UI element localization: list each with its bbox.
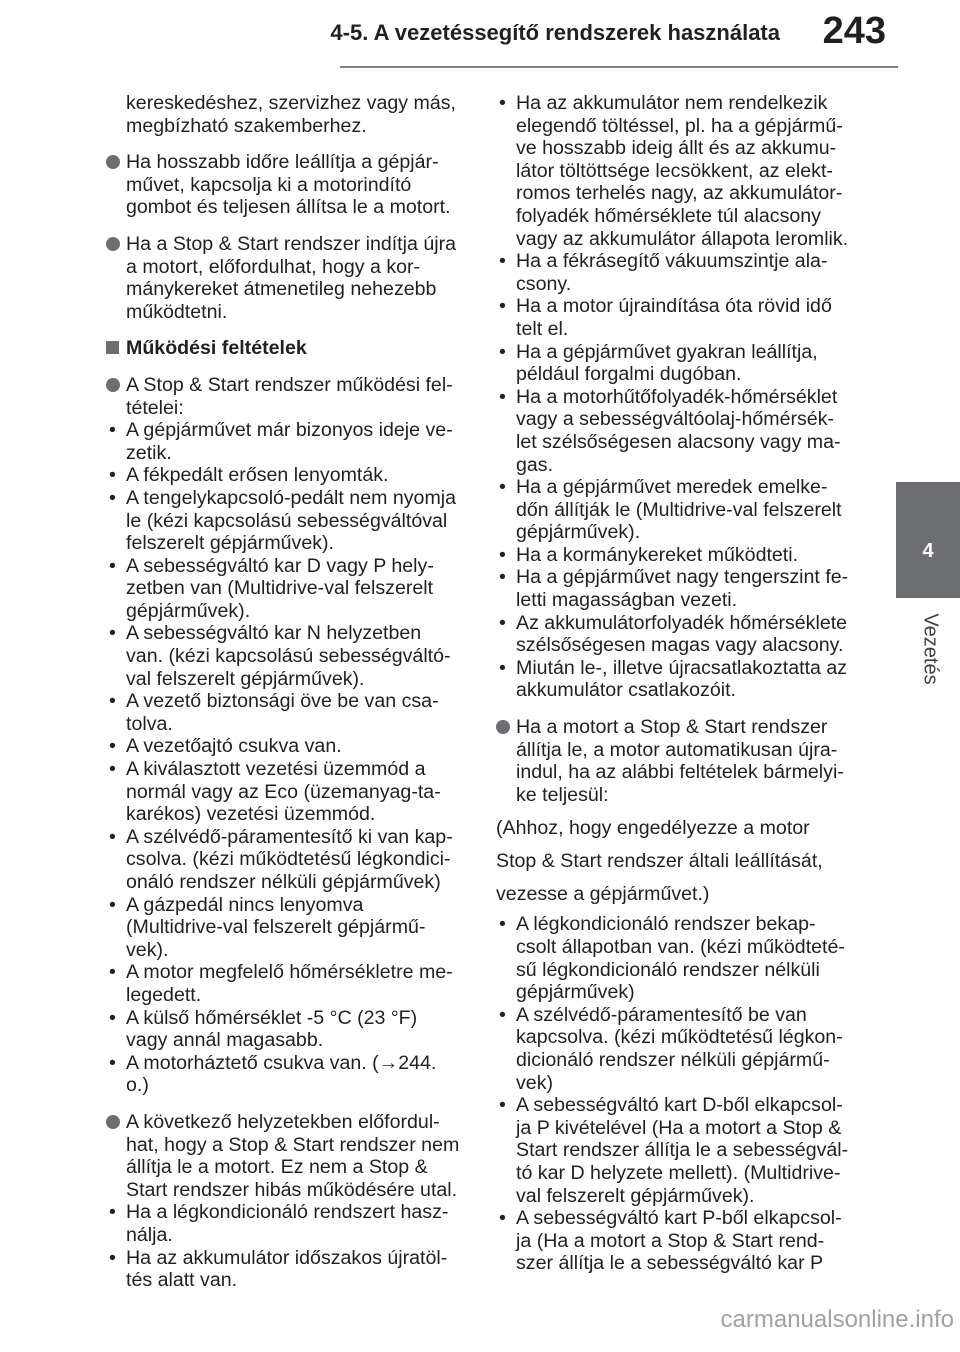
text-line: ja P kivételével (Ha a motort a Stop & [516,1116,842,1139]
text-line: állítja le a motort. Ez nem a Stop & [126,1156,428,1179]
text-line: felszerelt gépjárművek). [126,532,334,555]
list-item [106,555,470,623]
text-line: csony. [516,272,572,295]
list-item [496,612,862,657]
chapter-label-text: Vezetés [919,613,942,685]
text-line: például forgalmi dugóban. [516,363,742,386]
text-line: szélsőségesen magas vagy alacsony. [516,634,844,657]
text-line: sű légkondicionáló rendszer nélküli [516,958,820,981]
header-rule [340,66,898,68]
conditions-list [106,419,470,1097]
circle-bullet-icon [106,237,120,251]
text-line: A motorháztető csukva van. (→244. [126,1051,437,1074]
list-item [106,1247,470,1292]
text-line: ve hosszabb ideig állt és az akkumu- [516,137,837,160]
bullet-point-icon: • [109,554,116,577]
paragraph [106,92,470,137]
page-number: 243 [822,10,886,52]
list-item [496,566,862,611]
dot-paragraph [106,151,470,219]
text-line: csolva. (kézi működtetésű légkondici- [126,848,451,871]
text-line: csolt állapotban van. (kézi működteté- [516,936,845,958]
text-line: Ha a kormánykereket működteti. [516,543,799,566]
bullet-point-icon: • [109,735,116,758]
list-item [106,419,470,464]
bullet-point-icon: • [109,486,116,509]
text-line: hat, hogy a Stop & Start rendszer nem [126,1133,460,1156]
dot-paragraph [496,716,862,806]
text-line: gas. [516,453,554,476]
text-line: zetik. [126,441,172,464]
list-item [496,476,862,544]
text-line: vagy annál magasabb. [126,1029,324,1052]
list-item [106,487,470,555]
bullet-point-icon: • [109,1201,116,1224]
list-item [496,341,862,386]
text-line: Ha az akkumulátor időszakos újratöl- [126,1246,448,1269]
list-item [496,92,862,250]
text-line: művet, kapcsolja ki a motorindító [126,173,412,196]
bullet-point-icon: • [499,385,506,408]
bullet-point-icon: • [499,340,506,363]
bullet-point-icon: • [109,893,116,916]
list-item [496,386,862,476]
list-item [496,544,862,567]
text-line: Miután le-, illetve újracsatlakoztatta az [516,656,848,679]
text-line: tó kar D helyzete mellett). (Multidrive- [516,1161,841,1184]
text-line: Ha a gépjárművet nagy tengerszint fe- [516,566,849,589]
heading-text: Működési feltételek [126,337,307,360]
section-title: 4-5. A vezetéssegítő rendszerek használata [330,20,780,45]
text-line: telt el. [516,317,569,340]
situations-list-continued [496,92,862,702]
bullet-point-icon: • [499,92,506,114]
list-item [106,1052,470,1097]
bullet-point-icon: • [499,611,506,634]
text-line: letti magasságban vezeti. [516,589,738,612]
text-line: van. (kézi kapcsolású sebességváltó- [126,645,451,668]
text-line: tés alatt van. [126,1269,238,1292]
text-line: A vezetőajtó csukva van. [126,735,342,758]
text-line: vek) [516,1071,554,1094]
text-line: A sebességváltó kar D vagy P hely- [126,554,434,577]
text-line: A gépjárművet már bizonyos ideje ve- [126,419,453,442]
list-item [496,295,862,340]
bullet-point-icon: • [499,1207,506,1230]
text-line: A sebességváltó kart P-ből elkapcsol- [516,1207,842,1230]
bullet-point-icon: • [109,1051,116,1074]
text-line: vek). [126,938,169,961]
text-line: o.) [126,1074,149,1097]
list-item [106,961,470,1006]
text-line: Start rendszer hibás működésére utal. [126,1178,458,1201]
text-line: val felszerelt gépjárművek). [516,1184,755,1207]
text-line: ja (Ha a motort a Stop & Start rend- [516,1229,825,1252]
text-line: Ha a motor újraindítása óta rövid idő [516,295,832,318]
text-line: gépjárművek). [516,521,641,544]
text-line: kapcsolva. (kézi működtetésű légkon- [516,1026,843,1049]
list-item [106,1201,470,1246]
bullet-point-icon: • [109,825,116,848]
text-line: gombot és teljesen állítsa le a motort. [126,196,451,219]
text-line: ke teljesül: [516,783,609,806]
text-line: normál vagy az Eco (üzemanyag-ta- [126,780,441,803]
list-item [106,826,470,894]
bullet-point-icon: • [109,758,116,781]
text-line: Ha a légkondicionáló rendszert hasz- [126,1201,449,1224]
text-line: karékos) vezetési üzemmód. [126,803,376,826]
text-line: tételei: [126,396,184,419]
list-item [496,1094,862,1207]
text-line: A kiválasztott vezetési üzemmód a [126,758,426,781]
restart-conditions-list [496,913,862,1275]
circle-bullet-icon [106,1115,120,1129]
dot-paragraph [106,1111,470,1201]
circle-bullet-icon [106,155,120,169]
bullet-point-icon: • [499,1094,506,1117]
page-header [0,0,960,70]
list-item [496,657,862,702]
text-line: A külső hőmérséklet -5 °C (23 °F) [126,1006,418,1029]
bullet-point-icon: • [109,419,116,442]
bullet-point-icon: • [499,913,506,936]
square-bullet-icon [106,341,119,354]
text-line: A vezető biztonsági öve be van csa- [126,690,439,713]
text-line: Ha a gépjárművet meredek emelke- [516,476,828,499]
text-line: Az akkumulátorfolyadék hőmérséklete [516,611,848,634]
text-line: szer állítja le a sebességváltó kar P [516,1252,824,1275]
text-line: (Multidrive-val felszerelt gépjármű- [126,916,426,939]
list-item [496,913,862,1003]
list-item [106,690,470,735]
text-line: A fékpedált erősen lenyomták. [126,464,389,487]
text-line: Stop & Start rendszer általi leállítását, [496,850,823,873]
list-item [496,1207,862,1275]
text-line: A szélvédő-páramentesítő ki van kap- [126,825,453,848]
text-line: elegendő töltéssel, pl. ha a gépjármű- [516,114,843,137]
bullet-point-icon: • [109,690,116,713]
dot-paragraph [106,374,470,419]
text-line: állítja le, a motor automatikusan újra- [516,738,838,761]
list-item [106,622,470,690]
text-line: működtetni. [126,300,228,323]
chapter-tab-number: 4 [922,540,934,562]
list-item [106,758,470,826]
left-column [106,92,470,1292]
text-line: nálja. [126,1223,173,1246]
text-line: kereskedéshez, szervizhez vagy más, [126,92,456,114]
text-line: A motor megfelelő hőmérsékletre me- [126,961,453,984]
list-item [106,735,470,758]
bullet-point-icon: • [109,464,116,487]
text-line: Ha az akkumulátor nem rendelkezik [516,92,828,114]
circle-bullet-icon [106,378,120,392]
bullet-point-icon: • [109,1246,116,1269]
text-line: A sebességváltó kart D-ből elkapcsol- [516,1094,843,1117]
text-line: megbízható szakemberhez. [126,114,367,137]
text-line: A légkondicionáló rendszer bekap- [516,913,816,936]
text-line: látor töltöttsége lecsökkent, az elekt- [516,159,833,182]
text-line: A gázpedál nincs lenyomva [126,893,364,916]
text-line: Ha a fékrásegítő vákuumszintje ala- [516,250,828,273]
circle-bullet-icon [496,720,510,734]
list-item [496,250,862,295]
list-item [106,464,470,487]
bullet-point-icon: • [499,295,506,318]
chapter-label [910,606,950,692]
text-line: let szélsőségesen alacsony vagy ma- [516,430,841,453]
list-item [106,894,470,962]
text-line: dicionáló rendszer nélküli gépjármű- [516,1048,830,1071]
text-line: val felszerelt gépjárművek). [126,667,365,690]
bullet-point-icon: • [499,476,506,499]
text-line: onáló rendszer nélküli gépjárművek) [126,871,441,893]
dot-paragraph [106,233,470,323]
situations-list [106,1201,470,1291]
text-line: A tengelykapcsoló-pedált nem nyomja [126,486,457,509]
bullet-point-icon: • [499,656,506,679]
text-line: A szélvédő-páramentesítő be van [516,1003,807,1026]
text-line: A következő helyzetekben előfordul- [126,1110,440,1133]
text-line: gépjárművek). [126,599,251,622]
text-line: A sebességváltó kar N helyzetben [126,622,422,645]
text-line: vezesse a gépjárművet.) [496,883,710,906]
text-line: Start rendszer állítja le a sebességvál- [516,1139,849,1162]
text-line: Ha a Stop & Start rendszer indítja újra [126,232,456,255]
text-line: vagy az akkumulátor állapota leromlik. [516,227,849,250]
text-line: Ha a gépjárművet gyakran leállítja, [516,340,818,363]
bullet-point-icon: • [499,1003,506,1026]
text-line: akkumulátor csatlakozóit. [516,679,736,702]
right-column [496,92,862,1275]
text-line: Ha hosszabb időre leállítja a gépjár- [126,151,439,174]
list-item [496,1004,862,1094]
text-line: romos terhelés nagy, az akkumulátor- [516,182,843,205]
bullet-point-icon: • [499,250,506,273]
text-line: (Ahhoz, hogy engedélyezze a motor [496,817,810,840]
text-line: gépjárművek) [516,981,635,1004]
text-line: le (kézi kapcsolású sebességváltóval [126,509,448,532]
text-line: Ha a motort a Stop & Start rendszer [516,716,828,739]
bullet-point-icon: • [499,543,506,566]
bullet-point-icon: • [109,961,116,984]
text-line: indul, ha az alábbi feltételek bármelyi- [516,761,844,784]
text-line: tolva. [126,712,173,735]
watermark: carmanualsonline.info [720,1306,954,1333]
section-heading [106,337,470,360]
bullet-point-icon: • [109,1006,116,1029]
list-item [106,1007,470,1052]
text-line: zetben van (Multidrive-val felszerelt [126,577,434,600]
text-line: a motort, előfordulhat, hogy a kor- [126,255,421,278]
text-line: vagy a sebességváltóolaj-hőmérsék- [516,408,835,431]
bullet-point-icon: • [499,566,506,589]
note-paragraph [496,812,862,911]
text-line: folyadék hőmérséklete túl alacsony [516,204,821,227]
text-line: A Stop & Start rendszer működési fel- [126,373,453,396]
text-line: Ha a motorhűtőfolyadék-hőmérséklet [516,385,838,408]
text-line: mánykereket átmenetileg nehezebb [126,278,437,301]
bullet-point-icon: • [109,622,116,645]
text-line: legedett. [126,983,202,1006]
text-line: dőn állítják le (Multidrive-val felszerelt [516,498,842,521]
